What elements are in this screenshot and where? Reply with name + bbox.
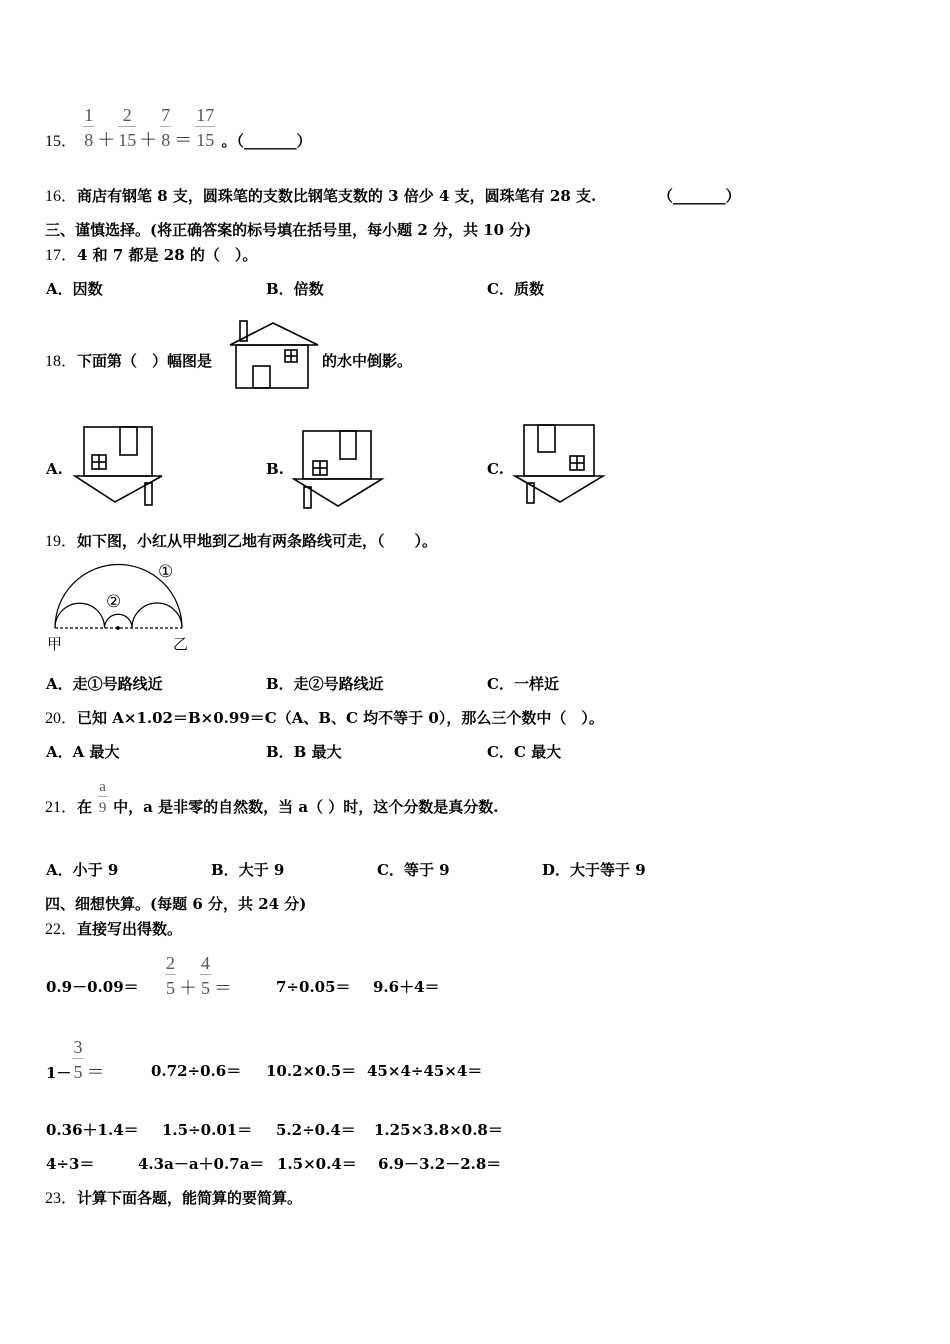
fraction: $\frac{1}{8}$ — [84, 105, 94, 150]
question-19 — [45, 531, 437, 552]
operator: ＝ — [174, 130, 193, 151]
calc-item: 4÷3＝ — [46, 1155, 95, 1173]
option-c[interactable]: C．等于 9 — [377, 861, 450, 879]
route-1-label: ① — [158, 562, 174, 582]
question-20 — [45, 708, 604, 729]
calc-item: 0.9－0.09＝ — [46, 978, 139, 996]
question-number: 19． — [45, 533, 78, 550]
calc-item: 6.9－3.2－2.8＝ — [378, 1155, 502, 1173]
question-number: 20． — [45, 710, 78, 727]
fraction: $\frac{4}{5}$ — [201, 953, 210, 998]
question-number: 22． — [45, 921, 78, 938]
question-number: 23． — [45, 1190, 78, 1207]
house-figure — [230, 321, 318, 388]
calc-item: 45×4÷45×4＝ — [367, 1062, 483, 1080]
question-text: 中，a 是非零的自然数，当 a（ ）时，这个分数是真分数. — [113, 798, 499, 816]
option-d[interactable]: D．大于等于 9 — [542, 861, 646, 879]
fraction: $\frac{a}{9}$ — [98, 779, 107, 816]
option-a[interactable]: A．A 最大 — [46, 743, 120, 761]
operator: ＋ — [139, 130, 158, 151]
question-number: 21． — [45, 799, 78, 816]
route-2-label: ② — [106, 592, 122, 612]
calc-item: 7÷0.05＝ — [276, 978, 351, 996]
question-text: 在 — [77, 798, 93, 816]
question-text: 直接写出得数。 — [77, 920, 183, 938]
fraction: $\frac{3}{5}$ — [73, 1037, 83, 1082]
option-c[interactable]: C. — [487, 460, 504, 478]
fraction: $\frac{17}{15}$ — [196, 105, 215, 150]
start-label: 甲 — [47, 635, 63, 653]
option-b[interactable]: B．大于 9 — [211, 861, 285, 879]
question-number: 16． — [45, 188, 78, 205]
operator: ＋ — [97, 130, 116, 151]
option-c[interactable]: C．一样近 — [487, 675, 559, 693]
reflection-option-b[interactable] — [294, 431, 382, 508]
question-21 — [45, 778, 499, 818]
calc-item: 0.72÷0.6＝ — [151, 1062, 242, 1080]
fraction: $\frac{2}{5}$ — [166, 953, 175, 998]
calc-item: 1.25×3.8×0.8＝ — [374, 1121, 503, 1139]
calc-item: 5.2÷0.4＝ — [276, 1121, 356, 1139]
question-text: 商店有钢笔 8 支，圆珠笔的支数比钢笔支数的 3 倍少 4 支，圆珠笔有 28 支. — [77, 187, 597, 205]
option-c[interactable]: C．质数 — [487, 280, 544, 298]
calc-item: 1－ $\frac{3}{5}$ ＝ — [46, 1037, 105, 1083]
end-label: 乙 — [173, 635, 189, 653]
question-text: 的水中倒影。 — [322, 352, 413, 370]
question-23 — [45, 1188, 302, 1209]
answer-blank[interactable]: 。（_______） — [221, 132, 312, 150]
section-4-heading: 四、细想快算。(每题 6 分，共 24 分) — [45, 895, 307, 913]
option-a[interactable]: A．因数 — [46, 280, 103, 298]
question-22 — [45, 919, 182, 940]
reflection-option-c[interactable] — [515, 425, 603, 503]
calc-item: 10.2×0.5＝ — [266, 1062, 357, 1080]
section-3-heading: 三、谨慎选择。(将正确答案的标号填在括号里，每小题 2 分，共 10 分) — [45, 221, 532, 239]
option-a[interactable]: A．小于 9 — [46, 861, 119, 879]
question-number: 15． — [45, 133, 78, 150]
option-b[interactable]: B．走②号路线近 — [266, 675, 384, 693]
calc-item: 4.3a－a＋0.7a＝ — [138, 1155, 265, 1173]
question-text: 已知 A×1.02＝B×0.99＝C（A、B、C 均不等于 0），那么三个数中（ ）。 — [77, 709, 604, 727]
question-text: 下面第（ ）幅图是 — [77, 352, 213, 370]
option-a[interactable]: A. — [46, 460, 63, 478]
reflection-option-a[interactable] — [75, 427, 162, 505]
calc-item: 9.6＋4＝ — [373, 978, 440, 996]
fraction: $\frac{2}{15}$ — [118, 105, 137, 150]
calc-item: 0.36＋1.4＝ — [46, 1121, 139, 1139]
question-text: 如下图，小红从甲地到乙地有两条路线可走，（ ）。 — [77, 532, 438, 550]
option-b[interactable]: B. — [266, 460, 284, 478]
question-text: 4 和 7 都是 28 的（ ）。 — [77, 246, 258, 264]
option-a[interactable]: A．走①号路线近 — [46, 675, 163, 693]
question-number: 17． — [45, 247, 78, 264]
option-b[interactable]: B．B 最大 — [266, 743, 342, 761]
fraction: $\frac{7}{8}$ — [161, 105, 171, 150]
question-text: 计算下面各题，能简算的要简算。 — [77, 1189, 303, 1207]
option-b[interactable]: B．倍数 — [266, 280, 324, 298]
question-number: 18． — [45, 353, 78, 370]
option-c[interactable]: C．C 最大 — [487, 743, 562, 761]
answer-blank[interactable]: （_______） — [658, 187, 741, 205]
calc-item: $\frac{2}{5}$ ＋ $\frac{4}{5}$ ＝ — [166, 953, 232, 999]
calc-item: 1.5÷0.01＝ — [162, 1121, 253, 1139]
calc-item: 1.5×0.4＝ — [277, 1155, 357, 1173]
